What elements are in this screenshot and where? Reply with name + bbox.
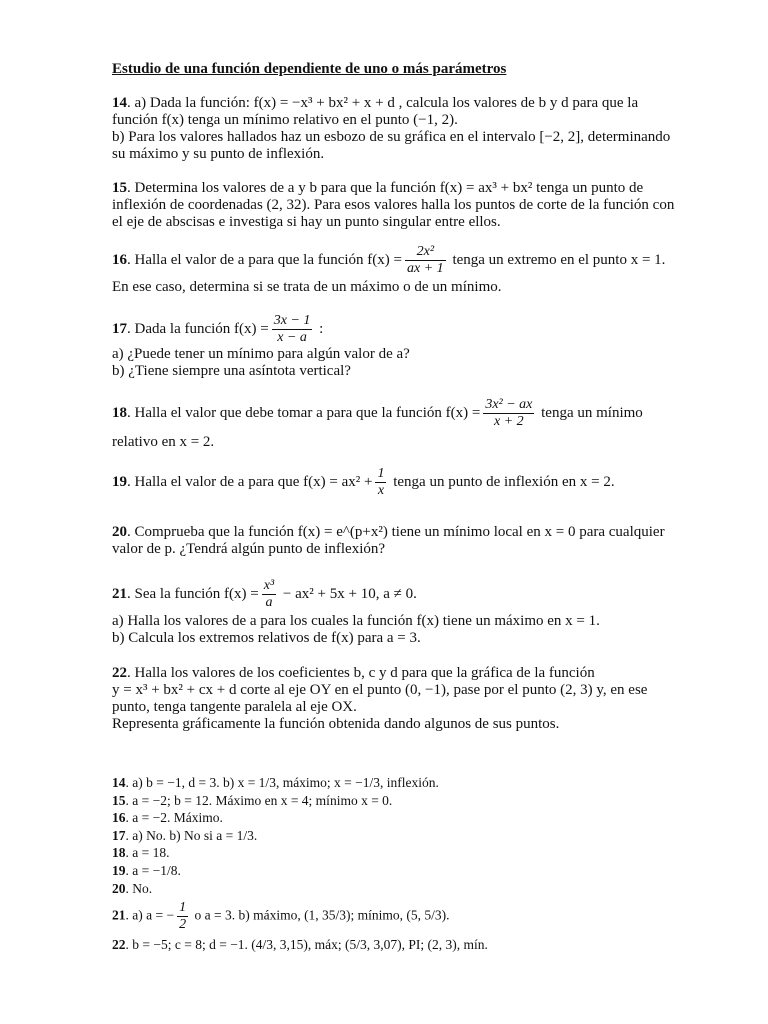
- problem-line: . Halla los valores de los coeficientes b, c y d para que la gráfica de la función: [127, 665, 595, 681]
- problem-text: tenga un mínimo: [537, 404, 643, 421]
- problem-17: [112, 313, 657, 380]
- problem-text: . Dada la función f(x) =: [127, 320, 269, 337]
- answer-text: . b = −5; c = 8; d = −1. (4/3, 3,15), máx; (5/3, 3,07), PI; (2, 3), mín.: [125, 937, 488, 953]
- answers-section: [112, 774, 672, 954]
- problem-18: [112, 397, 657, 451]
- problem-number: 18: [112, 404, 127, 421]
- answer-text: . No.: [125, 880, 153, 896]
- answer-number: 17: [112, 827, 126, 843]
- problem-line: a) Halla los valores de a para los cuales la función f(x) tiene un máximo en x = 1.: [112, 613, 600, 629]
- problem-21: [112, 578, 657, 647]
- problem-text: . Halla el valor que debe tomar a para que la función f(x) =: [127, 404, 481, 421]
- problem-line: el eje de abscisas e investiga si hay un punto singular entre ellos.: [112, 214, 501, 230]
- problem-line: inflexión de coordenadas (2, 32). Para esos valores halla los puntos de corte de la función con: [112, 197, 675, 213]
- fraction-denominator: x: [377, 483, 385, 498]
- answer-number: 15: [112, 792, 126, 808]
- answer-number: 18: [112, 845, 126, 861]
- fraction-numerator: 3x² − ax: [485, 397, 533, 412]
- problem-line: valor de p. ¿Tendrá algún punto de inflexión?: [112, 541, 386, 557]
- problem-line: b) Para los valores hallados haz un esbozo de su gráfica en el intervalo [−2, 2], determinando: [112, 129, 671, 145]
- problem-line: su máximo y su punto de inflexión.: [112, 146, 325, 162]
- problem-text: − ax² + 5x + 10, a ≠ 0.: [279, 585, 417, 602]
- problem-number: 14: [112, 95, 127, 111]
- problem-number: 19: [112, 473, 127, 490]
- problem-line: punto, tenga tangente paralela al eje OX.: [112, 699, 357, 715]
- answer-number: 14: [112, 775, 126, 790]
- problem-text: :: [315, 320, 324, 337]
- problem-line: b) ¿Tiene siempre una asíntota vertical?: [112, 363, 351, 379]
- problem-number: 16: [112, 251, 127, 268]
- problem-15: [112, 180, 675, 231]
- problem-14: [112, 95, 671, 163]
- problem-line: . Comprueba que la función f(x) = e^(p+x²) tiene un mínimo local en x = 0 para cualquier: [127, 524, 665, 540]
- answer-text: o a = 3. b) máximo, (1, 35/3); mínimo, (5, 5/3).: [191, 907, 450, 923]
- fraction-denominator: ax + 1: [407, 261, 444, 276]
- problem-20: [112, 524, 665, 558]
- fraction-numerator: 1: [179, 900, 187, 916]
- problem-number: 15: [112, 180, 127, 196]
- problem-text: tenga un extremo en el punto x = 1.: [448, 251, 666, 268]
- answer-text: . a) No. b) No si a = 1/3.: [125, 827, 258, 843]
- page-title: Estudio de una función dependiente de uno o más parámetros: [112, 61, 507, 77]
- problem-line: b) Calcula los extremos relativos de f(x) para a = 3.: [112, 630, 421, 646]
- answer-number: 21: [112, 907, 126, 923]
- problem-text: . Halla el valor de a para que f(x) = ax² +: [127, 473, 373, 490]
- problem-text: tenga un punto de inflexión en x = 2.: [389, 473, 615, 490]
- problem-line: a) ¿Puede tener un mínimo para algún valor de a?: [112, 346, 410, 362]
- fraction-denominator: a: [265, 595, 273, 610]
- problem-19: [112, 466, 657, 499]
- answer-text: . a) b = −1, d = 3. b) x = 1/3, máximo; x = −1/3, inflexión.: [125, 775, 439, 790]
- answer-text: . a = −1/8.: [125, 862, 181, 878]
- fraction: [483, 397, 534, 430]
- problem-line: Representa gráficamente la función obtenida dando algunos de sus puntos.: [112, 716, 560, 732]
- fraction-denominator: x + 2: [494, 414, 524, 429]
- problem-line: En ese caso, determina si se trata de un máximo o de un mínimo.: [112, 279, 502, 295]
- fraction: [262, 578, 276, 611]
- problem-number: 20: [112, 524, 127, 540]
- problem-line: . a) Dada la función: f(x) = −x³ + bx² + x + d , calcula los valores de b y d para que la: [127, 95, 639, 111]
- problem-number: 17: [112, 320, 127, 337]
- fraction-denominator: x − a: [277, 330, 307, 345]
- fraction: [375, 466, 386, 499]
- problem-number: 22: [112, 665, 127, 681]
- problem-line: relativo en x = 2.: [112, 434, 215, 450]
- problem-16: [112, 244, 666, 296]
- fraction-numerator: 2x²: [405, 244, 446, 261]
- problem-number: 21: [112, 585, 127, 602]
- answer-text: . a = −2; b = 12. Máximo en x = 4; mínimo x = 0.: [125, 792, 393, 808]
- fraction: [177, 900, 188, 933]
- answer-number: 20: [112, 880, 126, 896]
- problem-line: función f(x) tenga un mínimo relativo en el punto (−1, 2).: [112, 112, 458, 128]
- fraction-numerator: 3x − 1: [273, 313, 311, 328]
- answer-number: 16: [112, 810, 126, 826]
- problem-22: [112, 665, 657, 733]
- problem-text: . Halla el valor de a para que la función f(x) =: [127, 251, 403, 268]
- problem-line: . Determina los valores de a y b para que la función f(x) = ax³ + bx² tenga un punto de: [127, 180, 644, 196]
- fraction: [272, 313, 313, 346]
- answer-number: 22: [112, 937, 126, 953]
- problem-text: . Sea la función f(x) =: [127, 585, 259, 602]
- fraction-numerator: x³: [263, 578, 275, 593]
- fraction-numerator: 1: [377, 466, 385, 481]
- answer-text: . a) a = −: [125, 907, 175, 923]
- answer-text: . a = −2. Máximo.: [125, 810, 223, 826]
- answer-text: . a = 18.: [125, 845, 170, 861]
- answer-number: 19: [112, 862, 126, 878]
- problem-line: y = x³ + bx² + cx + d corte al eje OY en el punto (0, −1), pase por el punto (2, 3) y, en ese: [112, 682, 648, 698]
- fraction: [405, 244, 446, 277]
- fraction-denominator: 2: [179, 917, 187, 933]
